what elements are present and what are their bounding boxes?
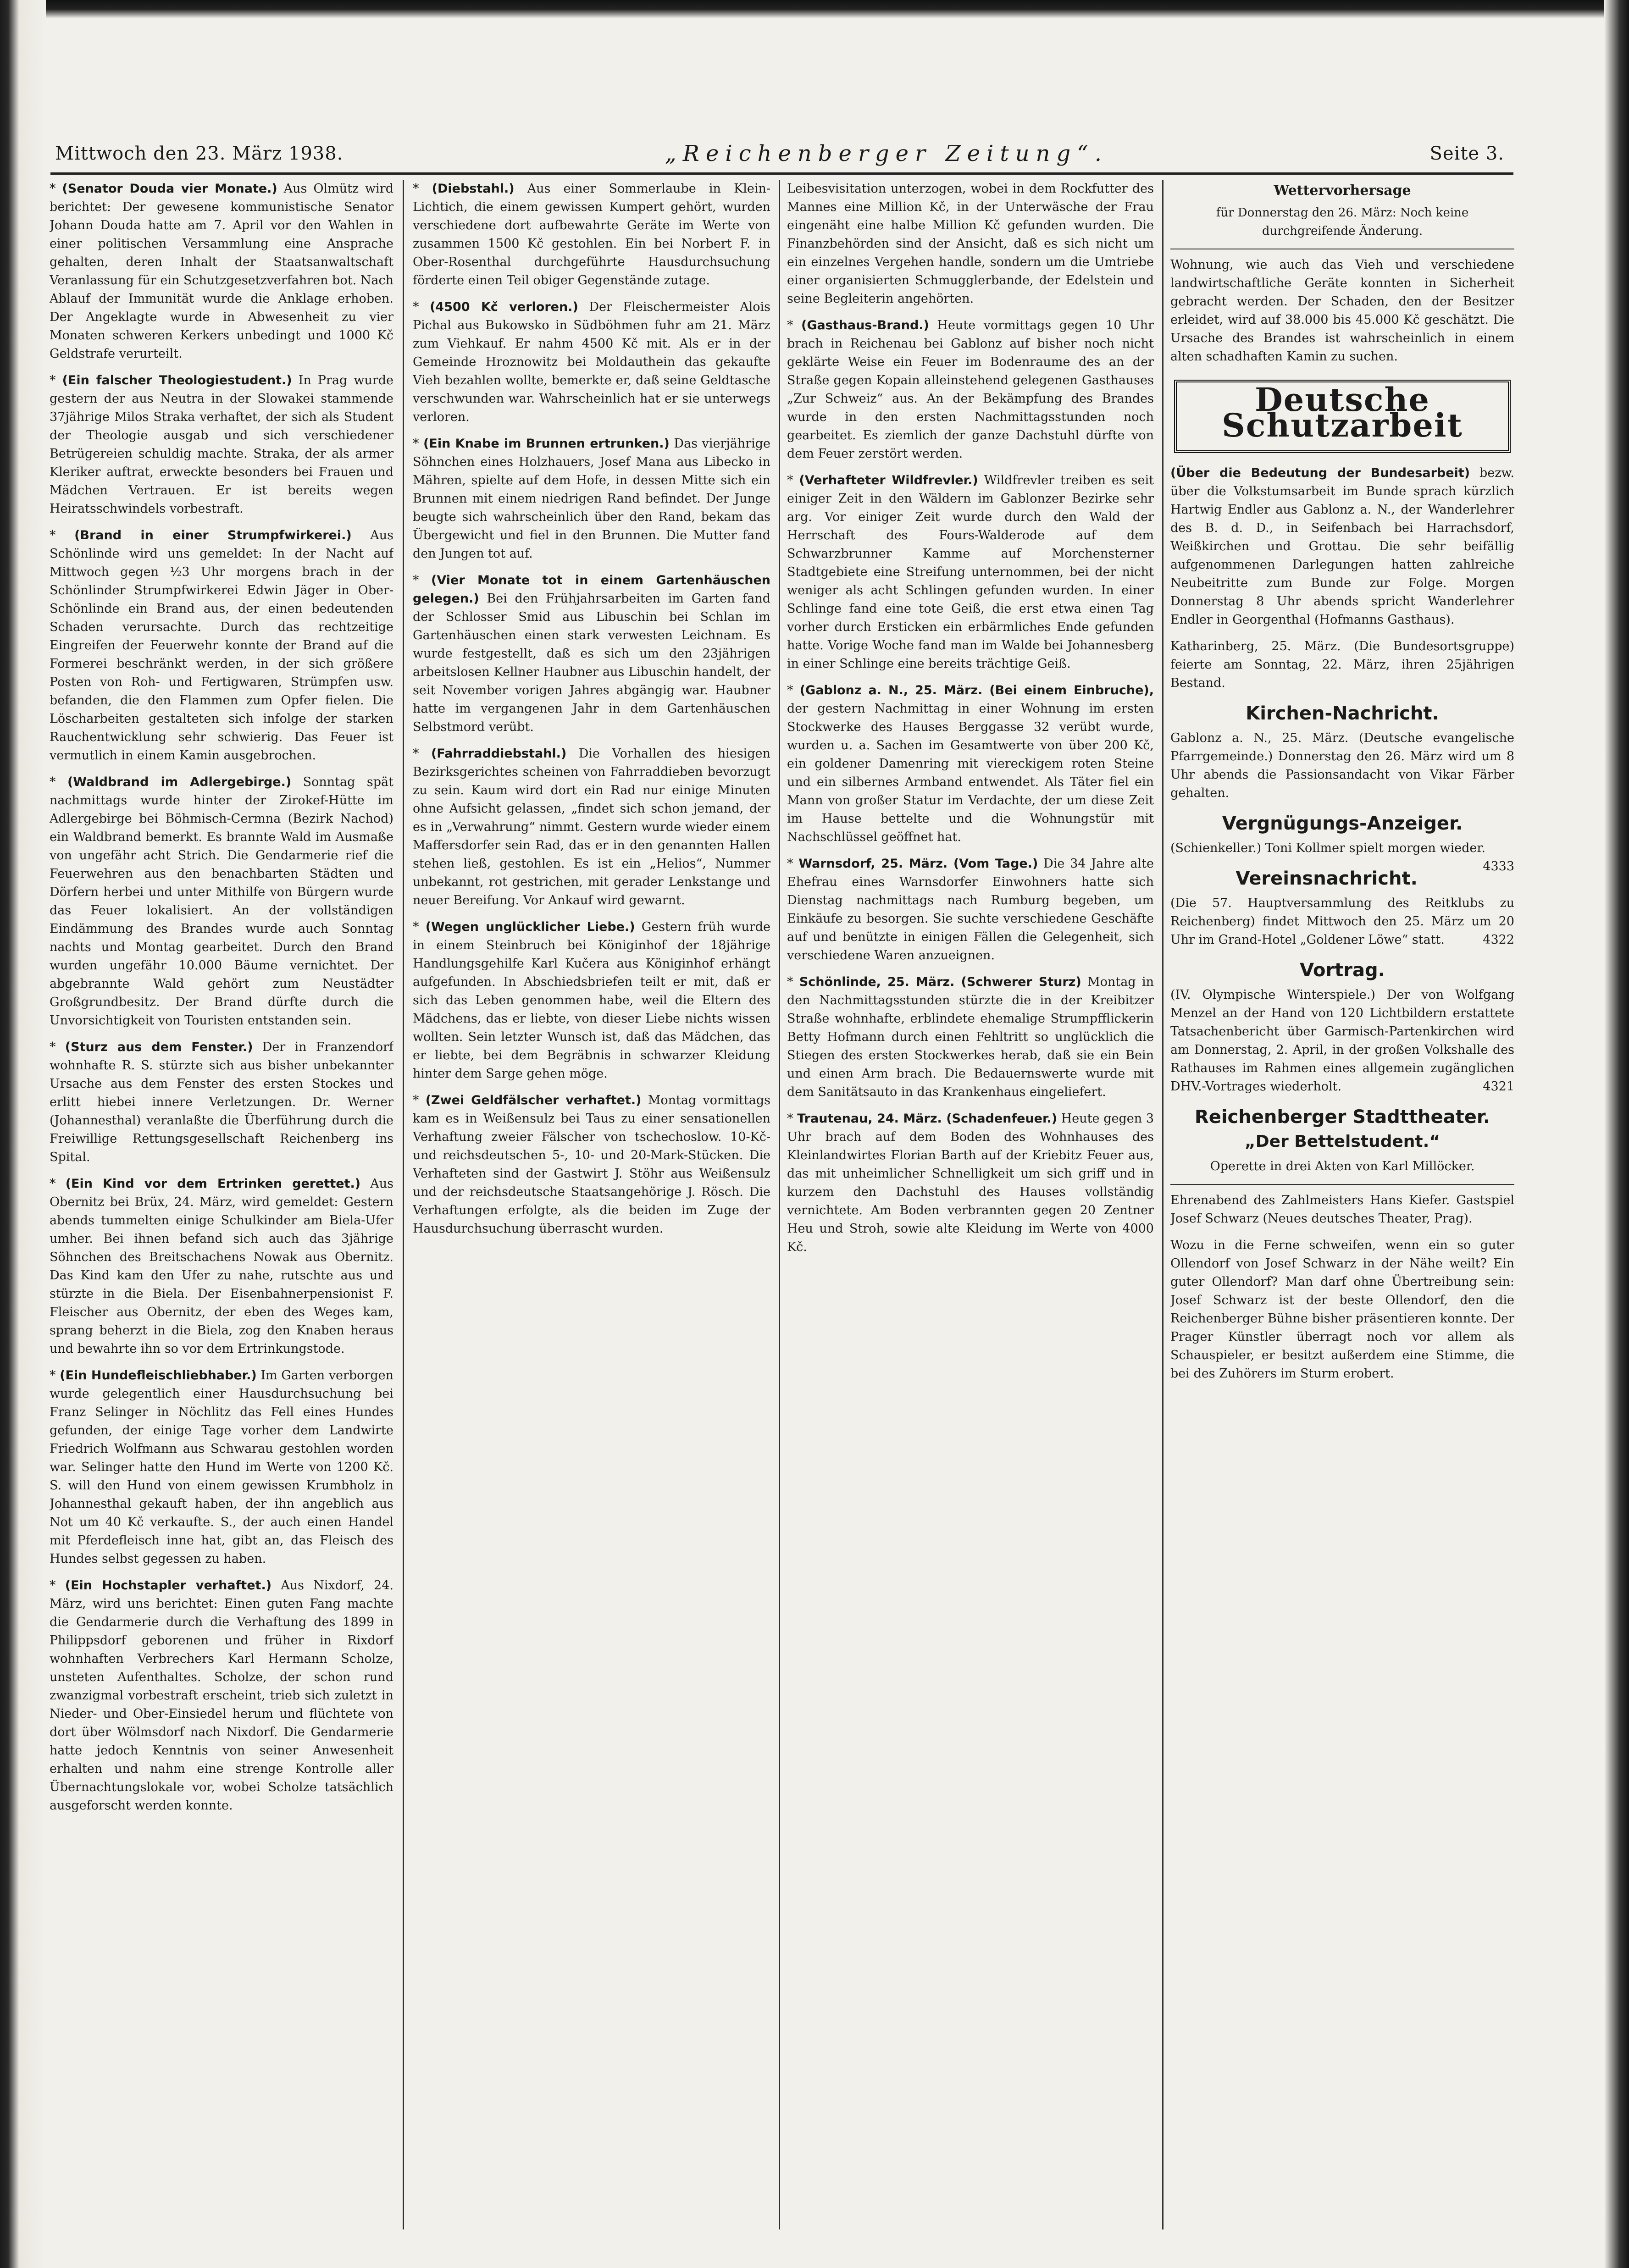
article-body: Der in Franzendorf wohnhafte R. S. stürzte sich aus bisher unbekannter Ursache aus dem Fenster des ersten Stockes und erlitt hiebei innere Verletzungen. Dr. Werner (Johannesthal) veranlaßte die Überführung durch die Freiwillige Rettungsgesellschaft Reichenberg ins Spital. [50,1040,393,1164]
page-header [55,138,1504,170]
article-body: Der Fleischermeister Alois Pichal aus Bukowsko in Südböhmen fuhr am 21. März zum Viehkauf. Er nahm 4500 Kč mit. Als er in der Gemeinde Hroznowitz bei Moldauthein das gekaufte Vieh bezahlen wollte, bemerkte er, daß seine Geldtasche verschwunden war. Wahrscheinlich hat er sie unterwegs verloren. [413,300,770,424]
article-headline: Trautenau, 24. März. (Schadenfeuer.) [797,1112,1058,1126]
verein-heading: Vereinsnachricht. [1236,868,1418,889]
article-hochstapler: * (Ein Hochstapler verhaftet.) Aus Nixdorf, 24. März, wird uns berichtet: Einen guten Fang machte die Gendarmerie durch die Verhaftung des 1899 in Philippsdorf geborenen und früher in Rixdorf wohnhaften Verbrechers Karl Hermann Scholze, unsteten Aufenthaltes. Scholze, der schon rund zwanzigmal vorbestraft erscheint, trieb sich zuletzt in Nieder- und Ober-Einsiedel herum und flüchtete von dort über Wölmsdorf nach Nixdorf. Die Gendarmerie hatte jedoch Kenntnis von seiner Anwesenheit erhalten und nahm eine strenge Kontrolle aller Übernachtungslokale vor, wobei Scholze tatsächlich ausgeforscht werden konnte. [50,1578,393,1813]
article-body: Aus Obernitz bei Brüx, 24. März, wird gemeldet: Gestern abends tummelten einige Schulkinder am Biela-Ufer umher. Bei ihnen befand sich auch das 3jährige Söhnchen des Breitschachens Nowak aus Obernitz. Das Kind kam den Ufer zu nahe, rutschte aus und stürzte in die Biela. Der Eisenbahnerpensionist F. Fleischer aus Obernitz, der eben des Weges kam, sprang beherzt in die Biela, zog den Knaben heraus und bewahrte ihn so vor dem Ertrinkungstode. [50,1177,393,1356]
article-diebstahl: * (Diebstahl.) Aus einer Sommerlaube in Klein-Lichtich, die einem gewissen Kumpert gehört, wurden verschiedene dort aufbewahrte Geräte im Werte von zusammen 1500 Kč gestohlen. Ein bei Norbert F. in Ober-Rosenthal durchgeführte Hausdurchsuchung förderte einen Teil obiger Gegenstände zutage. [413,182,770,288]
article-body: Die 34 Jahre alte Ehefrau eines Warnsdorfer Einwohners hatte sich Dienstag nachmittags nach Rumburg begeben, um Einkäufe zu besorgen. Sie suchte verschiedene Geschäfte auf und benützte in einigen Fällen die Gelegenheit, sich verschiedene Waren anzueignen. [787,857,1154,963]
article-body: Montag in den Nachmittagsstunden stürzte die in der Kreibitzer Straße wohnhafte, erblindete ehemalige Strumpfflickerin Betty Hofmann durch einen Fehltritt so unglücklich die Stiegen des ersten Stockwerkes herab, daß sie ein Bein und einen Arm brach. Die Bedauernswerte wurde mit dem Sanitätsauto in das Krankenhaus eingeliefert. [787,975,1154,1099]
column-divider [1162,180,1164,2229]
article-sturz-fenster: * (Sturz aus dem Fenster.) Der in Franzendorf wohnhafte R. S. stürzte sich aus bisher unbekannter Ursache aus dem Fenster des ersten Stockes und erlitt hiebei innere Verletzungen. Dr. Werner (Johannesthal) veranlaßte die Überführung durch die Freiwillige Rettungsgesellschaft Reichenberg ins Spital. [50,1040,393,1164]
column-1 [50,180,393,2229]
theater-play-title: „Der Bettelstudent.“ [1245,1132,1440,1151]
notice-number: 4333 [1483,859,1514,874]
section-divider [1170,1184,1514,1185]
article-gablonz-einbruch: * (Gablonz a. N., 25. März. (Bei einem Einbruche), der gestern Nachmittag in einer Wohnung im ersten Stockwerke des Hauses Berggasse 32 verübt wurde, wurden u. a. Sachen im Gesamtwerte von über 200 Kč, ein goldener Damenring mit viereckigem roten Steine und ein silbernes Armband entwendet. Als Täter fiel ein Mann von großer Statur im Verdachte, der um diese Zeit im Hause bettelte und die Wohnungstür mit Nachschlüssel geöffnet hat. [787,683,1154,844]
article-katharinberg: Katharinberg, 25. März. (Die Bundesortsgruppe) feierte am Sonntag, 22. März, ihren 25jährigen Bestand. [1170,639,1514,690]
column-4 [1170,180,1514,2229]
notice-number: 4321 [1483,1079,1514,1094]
article-headline: (Brand in einer Strumpfwirkerei.) [74,528,352,542]
article-body: Aus Olmütz wird berichtet: Der gewesene kommunistische Senator Johann Douda hatte am 7. April vor den Wahlen in einer politischen Versammlung eine Ansprache gehalten, deren Inhalt der Staatsanwaltschaft Veranlassung für ein Schutzgesetzverfahren bot. Nach Ablauf der Immunität wurde die Anklage erhoben. Der Angeklagte wurde in Abwesenheit zu vier Monaten schweren Kerkers unbedingt und 1000 Kč Geldstrafe verurteilt. [50,182,393,361]
article-ungluecklicher-liebe: * (Wegen unglücklicher Liebe.) Gestern früh wurde in einem Steinbruch bei Königinhof der 18jährige Handlungsgehilfe Karl Kučera aus Königinhof erhängt aufgefunden. In Abschiedsbriefen teilt er mit, daß er sich das Leben genommen habe, weil die Eltern des Mädchens, das er liebte, von dieser Liebe nichts wissen wollten. Sein letzter Wunsch ist, daß das Mädchen, das er liebte, bei dem Begräbnis in schwarzer Kleidung hinter dem Sarge gehen möge. [413,920,770,1081]
article-body: Montag vormittags kam es in Weißensulz bei Taus zu einer sensationellen Verhaftung zweier Fälscher von tschechoslow. 10-Kč- und reichsdeutschen 5-, 10- und 20-Mark-Stücken. Die Verhafteten sind der Gastwirt J. Stöhr aus Weißensulz und der reichsdeutsche Staatsangehörige J. Rösch. Die Verhaftungen erfolgte, als die beiden im Zuge der Hausdurchsuchung überrascht wurden. [413,1093,770,1236]
article-headline: (Gablonz a. N., 25. März. (Bei einem Einbruche), [799,683,1154,697]
kirchen-text: Gablonz a. N., 25. März. (Deutsche evangelische Pfarrgemeinde.) Donnerstag den 26. März wird um 8 Uhr abends die Passionsandacht von Vikar Färber gehalten. [1170,731,1514,800]
article-headline: (Vier Monate tot in einem Gartenhäuschen gelegen.) [413,573,770,606]
article-schoenlinde-sturz: * Schönlinde, 25. März. (Schwerer Sturz) Montag in den Nachmittagsstunden stürzte die in der Kreibitzer Straße wohnhafte, erblindete ehemalige Strumpfflickerin Betty Hofmann durch einen Fehltritt so unglücklich die Stiegen des ersten Stockwerkes herab, daß sie ein Bein und einen Arm brach. Die Bedauernswerte wurde mit dem Sanitätsauto in das Krankenhaus eingeliefert. [787,975,1154,1099]
article-senator-douda: * (Senator Douda vier Monate.) Aus Olmütz wird berichtet: Der gewesene kommunistische Senator Johann Douda hatte am 7. April vor den Wahlen in einer politischen Versammlung eine Ansprache gehalten, deren Inhalt der Staatsanwaltschaft Veranlassung für ein Schutzgesetzverfahren bot. Nach Ablauf der Immunität wurde die Anklage erhoben. Der Angeklagte wurde in Abwesenheit zu vier Monaten schweren Kerkers unbedingt und 1000 Kč Geldstrafe verurteilt. [50,182,393,361]
article-headline: (Diebstahl.) [432,182,515,196]
notice-text: (Die 57. Hauptversammlung des Reitklubs zu Reichenberg) findet Mittwoch den 25. März um 20 Uhr im Grand-Hotel „Goldener Löwe“ statt. [1170,896,1514,947]
column-3 [787,180,1154,2229]
article-body: bezw. über die Volkstumsarbeit im Bunde sprach kürzlich Hartwig Endler aus Gablonz a. N., der Wanderlehrer des B. d. D., in Seifenbach bei Harrachsdorf, Weißkirchen und Grottau. Die sehr beifällig aufgenommenen Darlegungen hatten zahlreiche Neubeitritte zum Bunde zur Folge. Morgen Donnerstag 8 Uhr abends spricht Wanderlehrer Endler in Georgenthal (Hofmanns Gasthaus). [1170,466,1514,627]
article-gasthaus-brand: * (Gasthaus-Brand.) Heute vormittags gegen 10 Uhr brach in Reichenau bei Gablonz auf bisher noch nicht geklärte Weise ein Feuer im Bodenraume des an der Straße gegen Kopain alleinstehend gelegenen Gasthauses „Zur Schweiz“ aus. An der Bekämpfung des Brandes wurde in den ersten Nachmittagsstunden noch gearbeitet. Es ziemlich der ganze Dachstuhl dürfte von dem Feuer zerstört werden. [787,318,1154,461]
newspaper-title: „Reichenberger Zeitung“. [665,141,1108,166]
column-2 [413,180,770,2229]
article-body: Bei den Frühjahrsarbeiten im Garten fand der Schlosser Smid aus Libuschin bei Schlan im Gartenhäuschen einen stark verwesten Leichnam. Es wurde festgestellt, daß es sich um den 23jährigen arbeitslosen Kellner Haubner aus Libuschin handelt, der seit November vorigen Jahres abgängig war. Haubner hatte im vergangenen Jahr in dem Gartenhäuschen Selbstmord verübt. [413,592,770,734]
theater-review: Wozu in die Ferne schweifen, wenn ein so guter Ollendorf von Josef Schwarz in der Nähe weilt? Ein guter Ollendorf? Man darf ohne Übertreibung sein: Josef Schwarz ist der beste Ollendorf, den die Reichenberger Bühne bisher präsentieren konnte. Der Prager Künstler überragt noch vor allem als Schauspieler, er besitzt außerdem eine Stimme, die bei des Zuhörers im Sturm erobert. [1170,1238,1514,1381]
article-headline: (Waldbrand im Adlergebirge.) [67,775,292,789]
vortrag-notice [1170,986,1514,1096]
header-divider [50,172,1513,175]
article-body: Leibesvisitation unterzogen, wobei in dem Rockfutter des Mannes eine Million Kč, in der Unterwäsche der Frau eingenäht eine halbe Million Kč gefunden wurden. Die Finanzbehörden sind der Ansicht, daß es sich nicht um ein einzelnes Vergehen handle, sondern um die Umtriebe einer organisierten Schmugglerbande, der Edelstein und seine Begleiterin angehörten. [787,182,1154,306]
article-headline: (Verhafteter Wildfrevler.) [799,473,978,487]
article-wildfrevler: * (Verhafteter Wildfrevler.) Wildfrevler treiben es seit einiger Zeit in den Wäldern im Gablonzer Bezirke sehr arg. Vor einiger Zeit wurde durch den Wald der Herrschaft des Fours-Walderode auf dem Schwarzbrunner Kamme auf Morchensterner Stadtgebiete eine Streifung unternommen, bei der nicht weniger als acht Schlingen gefunden wurden. In einer Schlinge fand eine tote Geiß, die erst etwa einen Tag vorher durch Ersticken ein erbärmliches Ende gefunden hatte. Vorige Woche fand man im Walde bei Johannesberg in einer Schlinge eine bereits trächtige Geiß. [787,473,1154,671]
article-kind-gerettet: * (Ein Kind vor dem Ertrinken gerettet.) Aus Obernitz bei Brüx, 24. März, wird gemeldet: Gestern abends tummelten einige Schulkinder am Biela-Ufer umher. Bei ihnen befand sich auch das 3jährige Söhnchen des Breitschachens Nowak aus Obernitz. Das Kind kam den Ufer zu nahe, rutschte aus und stürzte in die Biela. Der Eisenbahnerpensionist F. Fleischer aus Obernitz, der eben des Weges kam, sprang beherzt in die Biela, zog den Knaben heraus und bewahrte ihn so vor dem Ertrinkungstode. [50,1177,393,1356]
notice-text: (Schienkeller.) Toni Kollmer spielt morgen wieder. [1170,841,1485,855]
article-bundesarbeit [1170,464,1514,629]
article-headline: (Gasthaus-Brand.) [801,318,929,332]
article-headline: (Ein Hundefleischliebhaber.) [60,1368,257,1383]
article-body: Die Vorhallen des hiesigen Bezirksgerichtes scheinen von Fahrraddieben bevorzugt zu sein. Kaum wird dort ein Rad nur einige Minuten ohne Aufsicht gelassen, „findet sich schon jemand, der es in „Verwahrung“ nimmt. Gestern wurde wieder einem Maffersdorfer sein Rad, das er in den genannten Hallen stehen ließ, gestohlen. Es ist ein „Helios“, Nummer unbekannt, rot gestrichen, mit gerader Lenkstange und neuer Bereifung. Vor Ankauf wird gewarnt. [413,747,770,907]
article-headline: (Über die Bedeutung der Bundesarbeit) [1170,466,1470,480]
article-body: Aus Schönlinde wird uns gemeldet: In der Nacht auf Mittwoch gegen ½3 Uhr morgens brach in der Schönlinder Strumpfwirkerei Edwin Jäger in Ober-Schönlinde ein Brand aus, der einen bedeutenden Schaden verursachte. Durch das rechtzeitige Eingreifen der Feuerwehr konnte der Brand auf die Formerei beschränkt werden, in der sich größere Posten von Roh- und Fertigwaren, Strümpfen usw. befanden, die den Flammen zum Opfer fielen. Die Löscharbeiten gestalteten sich infolge der starken Rauchentwicklung sehr schwierig. Das Feuer ist vermutlich in einem Kamin ausgebrochen. [50,528,393,763]
schutzarbeit-title-box [1174,380,1511,453]
article-4500-verloren: * (4500 Kč verloren.) Der Fleischermeister Alois Pichal aus Bukowsko in Südböhmen fuhr am 21. März zum Viehkauf. Er nahm 4500 Kč mit. Als er in der Gemeinde Hroznowitz bei Moldauthein das gekaufte Vieh bezahlen wollte, bemerkte er, daß seine Geldtasche verschwunden war. Wahrscheinlich hat er sie unterwegs verloren. [413,300,770,424]
page-number: Seite 3. [1430,143,1504,164]
article-headline: (Ein Hochstapler verhaftet.) [65,1578,272,1593]
article-headline: Schönlinde, 25. März. (Schwerer Sturz) [799,975,1081,989]
article-body: Im Garten verborgen wurde gelegentlich einer Hausdurchsuchung bei Franz Selinger in Nöchlitz das Fell eines Hundes gefunden, der einige Tage vorher dem Landwirte Friedrich Wolfmann aus Schwarau gestohlen worden war. Selinger hatte den Hund im Werte von 1200 Kč. S. will den Hund von einem gewissen Krumbholz in Johannesthal gekauft haben, der ihn angeblich aus Not um 40 Kč verkaufte. S., der auch einen Handel mit Pferdefleisch inne hat, gibt an, das Fleisch des Hundes selbst gegessen zu haben. [50,1368,393,1566]
article-knabe-brunnen: * (Ein Knabe im Brunnen ertrunken.) Das vierjährige Söhnchen eines Holzhauers, Josef Mana aus Libecko in Mähren, spielte auf dem Hofe, in dessen Mitte sich ein Brunnen mit einem niedrigen Rand befindet. Der Junge beugte sich wahrscheinlich über den Rand, bekam das Übergewicht und fiel in den Brunnen. Die Mutter fand den Jungen tot auf. [413,437,770,561]
article-body: Heute gegen 3 Uhr brach auf dem Boden des Wohnhauses des Kleinlandwirtes Florian Barth auf der Kriebitz Feuer aus, das mit unheimlicher Schnelligkeit um sich griff und in kurzem den Dachstuhl des Hauses vollständig vernichtete. Am Boden verbrannten gegen 20 Zentner Heu und Stroh, sowie alte Kleidung im Werte von 4000 Kč. [787,1112,1154,1254]
article-geldfaelscher: * (Zwei Geldfälscher verhaftet.) Montag vormittags kam es in Weißensulz bei Taus zu einer sensationellen Verhaftung zweier Fälscher von tschechoslow. 10-Kč- und reichsdeutschen 5-, 10- und 20-Mark-Stücken. Die Verhafteten sind der Gastwirt J. Stöhr aus Weißensulz und der reichsdeutsche Staatsangehörige J. Rösch. Die Verhaftungen erfolgte, als die beiden im Zuge der Hausdurchsuchung überrascht wurden. [413,1093,770,1236]
article-headline: (Fahrraddiebstahl.) [431,747,567,761]
article-body: der gestern Nachmittag in einer Wohnung im ersten Stockwerke des Hauses Berggasse 32 verübt wurde, wurden u. a. Sachen im Gesamtwerte von über 200 Kč, ein goldener Damenring mit viereckigem roten Steine und ein silbernes Armband entwendet. Als Täter fiel ein Mann von großer Statur im Verdachte, der um diese Zeit im Hause bettelte und die Wohnungstür mit Nachschlüssel geöffnet hat. [787,702,1154,844]
article-theologiestudent: * (Ein falscher Theologiestudent.) In Prag wurde gestern der aus Neutra in der Slowakei stammende 37jährige Milos Straka verhaftet, der sich als Student der Theologie ausgab und sich verschiedener Betrügereien schuldig machte. Straka, der als armer Kleriker auftrat, erweckte besonders bei Frauen und Mädchen Vertrauen. Er ist bereits wegen Heiratsschwindels vorbestraft. [50,373,393,516]
theater-benefit: Ehrenabend des Zahlmeisters Hans Kiefer. Gastspiel Josef Schwarz (Neues deutsches Theater, Prag). [1170,1193,1514,1226]
theater-heading: Reichenberger Stadttheater. [1194,1106,1490,1128]
article-headline: Warnsdorf, 25. März. (Vom Tage.) [798,857,1038,871]
article-continued-brand: Wohnung, wie auch das Vieh und verschiedene landwirtschaftliche Geräte konnten in Sicherheit gebracht werden. Der Schaden, den der Besitzer erleidet, wird auf 38.000 bis 45.000 Kč geschätzt. Die Ursache des Brandes ist wahrscheinlich in einem alten schadhaften Kamin zu suchen. [1170,258,1514,364]
theater-subtitle: Operette in drei Akten von Karl Millöcker. [1210,1159,1475,1173]
article-headline: (Ein Knabe im Brunnen ertrunken.) [423,437,670,451]
article-headline: (Wegen unglücklicher Liebe.) [425,920,635,934]
vergnuegung-heading: Vergnügungs-Anzeiger. [1222,813,1463,834]
scan-border-right [1604,0,1629,2268]
article-body: Aus einer Sommerlaube in Klein-Lichtich, die einem gewissen Kumpert gehört, wurden verschiedene dort aufbewahrte Geräte im Werte von zusammen 1500 Kč gestohlen. Ein bei Norbert F. in Ober-Rosenthal durchgeführte Hausdurchsuchung förderte einen Teil obiger Gegenstände zutage. [413,182,770,288]
article-body: Sonntag spät nachmittags wurde hinter der Zirokef-Hütte im Adlergebirge bei Böhmisch-Cermna (Bezirk Nachod) ein Waldbrand bemerkt. Es brannte Wald im Ausmaße von ungefähr acht Strich. Die Gendarmerie rief die Feuerwehren aus den benachbarten Städten und Dörfern herbei und unter Mithilfe von Bürgern wurde das Feuer lokalisiert. An der vollständigen Eindämmung des Brandes wurde auch Sonntag nachts und Montag gearbeitet. Durch den Brand wurden ungefähr 10.000 Bäume vernichtet. Der abgebrannte Wald gehört zum Neustädter Großgrundbesitz. Der Brand dürfte durch die Unvorsichtigkeit von Touristen entstanden sein. [50,775,393,1028]
article-body: Heute vormittags gegen 10 Uhr brach in Reichenau bei Gablonz auf bisher noch nicht geklärte Weise ein Feuer im Bodenraume des an der Straße gegen Kopain alleinstehend gelegenen Gasthauses „Zur Schweiz“ aus. An der Bekämpfung des Brandes wurde in den ersten Nachmittagsstunden noch gearbeitet. Es ziemlich der ganze Dachstuhl dürfte von dem Feuer zerstört werden. [787,318,1154,461]
article-headline: (4500 Kč verloren.) [430,300,578,314]
article-headline: (Ein Kind vor dem Ertrinken gerettet.) [65,1177,361,1191]
notice-text: (IV. Olympische Winterspiele.) Der von Wolfgang Menzel an der Hand von 120 Lichtbildern erstattete Tatsachenbericht über Garmisch-Partenkirchen wird am Donnerstag, 2. April, in der großen Volkshalle des Rathauses im Rahmen eines allgemein zugänglichen DHV.-Vortrages wiederholt. [1170,988,1514,1094]
article-waldbrand: * (Waldbrand im Adlergebirge.) Sonntag spät nachmittags wurde hinter der Zirokef-Hütte im Adlergebirge bei Böhmisch-Cermna (Bezirk Nachod) ein Waldbrand bemerkt. Es brannte Wald im Ausmaße von ungefähr acht Strich. Die Gendarmerie rief die Feuerwehren aus den benachbarten Städten und Dörfern herbei und unter Mithilfe von Bürgern wurde das Feuer lokalisiert. An der vollständigen Eindämmung des Brandes wurde auch Sonntag nachts und Montag gearbeitet. Durch den Brand wurden ungefähr 10.000 Bäume vernichtet. Der abgebrannte Wald gehört zum Neustädter Großgrundbesitz. Der Brand dürfte durch die Unvorsichtigkeit von Touristen entstanden sein. [50,775,393,1028]
issue-date: Mittwoch den 23. März 1938. [55,143,344,164]
column-divider [779,180,780,2229]
article-hundefleisch: * (Ein Hundefleischliebhaber.) Im Garten verborgen wurde gelegentlich einer Hausdurchsuchung bei Franz Selinger in Nöchlitz das Fell eines Hundes gefunden, der einige Tage vorher dem Landwirte Friedrich Wolfmann aus Schwarau gestohlen worden war. Selinger hatte den Hund im Werte von 1200 Kč. S. will den Hund von einem gewissen Krumbholz in Johannesthal gekauft haben, der ihn angeblich aus Not um 40 Kč verkaufte. S., der auch einen Handel mit Pferdefleisch inne hat, gibt an, das Fleisch des Hundes selbst gegessen zu haben. [50,1368,393,1566]
article-strumpfwirkerei: * (Brand in einer Strumpfwirkerei.) Aus Schönlinde wird uns gemeldet: In der Nacht auf Mittwoch gegen ½3 Uhr morgens brach in der Schönlinder Strumpfwirkerei Edwin Jäger in Ober-Schönlinde ein Brand aus, der einen bedeutenden Schaden verursachte. Durch das rechtzeitige Eingreifen der Feuerwehr konnte der Brand auf die Formerei beschränkt werden, in der sich größere Posten von Roh- und Fertigwaren, Strümpfen usw. befanden, die den Flammen zum Opfer fielen. Die Löscharbeiten gestalteten sich infolge der starken Rauchentwicklung sehr schwierig. Das Feuer ist vermutlich in einem Kamin ausgebrochen. [50,528,393,763]
article-headline: (Sturz aus dem Fenster.) [65,1040,253,1054]
vortrag-heading: Vortrag. [1300,960,1385,981]
scan-border-left [0,0,46,2268]
kirchen-heading: Kirchen-Nachricht. [1246,703,1439,724]
article-body: Gestern früh wurde in einem Steinbruch bei Königinhof der 18jährige Handlungsgehilfe Karl Kučera aus Königinhof erhängt aufgefunden. In Abschiedsbriefen teilt er mit, daß er sich das Leben genommen habe, weil die Eltern des Mädchens, das er liebte, von dieser Liebe nichts wissen wollten. Sein letzter Wunsch ist, daß das Mädchen, das er liebte, bei dem Begräbnis in schwarzer Kleidung hinter dem Sarge gehen möge. [413,920,770,1081]
article-gartenhaeuschen: * (Vier Monate tot in einem Gartenhäuschen gelegen.) Bei den Frühjahrsarbeiten im Garten fand der Schlosser Smid aus Libuschin bei Schlan im Gartenhäuschen einen stark verwesten Leichnam. Es wurde festgestellt, daß es sich um den 23jährigen arbeitslosen Kellner Haubner aus Libuschin handelt, der seit November vorigen Jahres abgängig war. Haubner hatte im vergangenen Jahr in dem Gartenhäuschen Selbstmord verübt. [413,573,770,734]
notice-number: 4322 [1483,933,1514,947]
weather-heading: Wettervorhersage [1274,183,1411,199]
scan-border-top [0,0,1629,18]
article-body: Aus Nixdorf, 24. März, wird uns berichtet: Einen guten Fang machte die Gendarmerie durch die Verhaftung des 1899 in Philippsdorf geborenen und früher in Rixdorf wohnhaften Verbrechers Karl Hermann Scholze, unsteten Aufenthaltes. Scholze, der schon rund zwanzigmal vorbestraft erscheint, trieb sich zuletzt in Nieder- und Ober-Einsiedel herum und flüchtete von dort über Wölmsdorf nach Nixdorf. Die Gendarmerie hatte jedoch Kenntnis von seiner Anwesenheit erhalten und nahm eine strenge Kontrolle aller Übernachtungslokale vor, wobei Scholze tatsächlich ausgeforscht werden konnte. [50,1578,393,1813]
vergnuegung-notice [1170,839,1514,874]
verein-notice [1170,894,1514,949]
column-divider [403,180,404,2229]
article-trautenau-schadenfeuer: * Trautenau, 24. März. (Schadenfeuer.) Heute gegen 3 Uhr brach auf dem Boden des Wohnhauses des Kleinlandwirtes Florian Barth auf der Kriebitz Feuer aus, das mit unheimlicher Schnelligkeit um sich griff und in kurzem den Dachstuhl des Hauses vollständig vernichtete. Am Boden verbrannten gegen 20 Zentner Heu und Stroh, sowie alte Kleidung im Werte von 4000 Kč. [787,1112,1154,1254]
article-body: Das vierjährige Söhnchen eines Holzhauers, Josef Mana aus Libecko in Mähren, spielte auf dem Hofe, in dessen Mitte sich ein Brunnen mit einem niedrigen Rand befindet. Der Junge beugte sich wahrscheinlich über den Rand, bekam das Übergewicht und fiel in den Brunnen. Die Mutter fand den Jungen tot auf. [413,437,770,561]
article-fahrraddiebstahl: * (Fahrraddiebstahl.) Die Vorhallen des hiesigen Bezirksgerichtes scheinen von Fahrraddieben bevorzugt zu sein. Kaum wird dort ein Rad nur einige Minuten ohne Aufsicht gelassen, „findet sich schon jemand, der es in „Verwahrung“ nimmt. Gestern wurde wieder einem Maffersdorfer sein Rad, das er in den genannten Hallen stehen ließ, gestohlen. Es ist ein „Helios“, Nummer unbekannt, rot gestrichen, mit gerader Lenkstange und neuer Bereifung. Vor Ankauf wird gewarnt. [413,747,770,907]
article-body: In Prag wurde gestern der aus Neutra in der Slowakei stammende 37jährige Milos Straka verhaftet, der sich als Student der Theologie ausgab und sich verschiedener Betrügereien schuldig machte. Straka, der als armer Kleriker auftrat, erweckte besonders bei Frauen und Mädchen Vertrauen. Er ist bereits wegen Heiratsschwindels vorbestraft. [50,373,393,516]
article-body: Wildfrevler treiben es seit einiger Zeit in den Wäldern im Gablonzer Bezirke sehr arg. Vor einiger Zeit wurde durch den Wald der Herrschaft des Fours-Walderode auf dem Schwarzbrunner Kamme auf Morchensterner Stadtgebiete eine Streifung unternommen, bei der nicht weniger als acht Schlingen gefunden wurden. In einer Schlinge fand eine tote Geiß, die erst etwa einen Tag vorher durch Ersticken ein erbärmliches Ende gefunden hatte. Vorige Woche fand man im Walde bei Johannesberg in einer Schlinge eine bereits trächtige Geiß. [787,473,1154,671]
article-headline: (Senator Douda vier Monate.) [62,182,277,196]
article-warnsdorf: * Warnsdorf, 25. März. (Vom Tage.) Die 34 Jahre alte Ehefrau eines Warnsdorfer Einwohners hatte sich Dienstag nachmittags nach Rumburg begeben, um Einkäufe zu besorgen. Sie suchte verschiedene Geschäfte auf und benützte in einigen Fällen die Gelegenheit, sich verschiedene Waren anzueignen. [787,857,1154,963]
article-headline: (Ein falscher Theologiestudent.) [62,373,292,387]
section-title: Deutsche Schutzarbeit [1222,381,1463,444]
weather-forecast: für Donnerstag den 26. März: Noch keine durchgreifende Änderung. [1216,206,1469,238]
article-continued-leibesvisitation [787,180,1154,308]
article-headline: (Zwei Geldfälscher verhaftet.) [425,1093,642,1107]
